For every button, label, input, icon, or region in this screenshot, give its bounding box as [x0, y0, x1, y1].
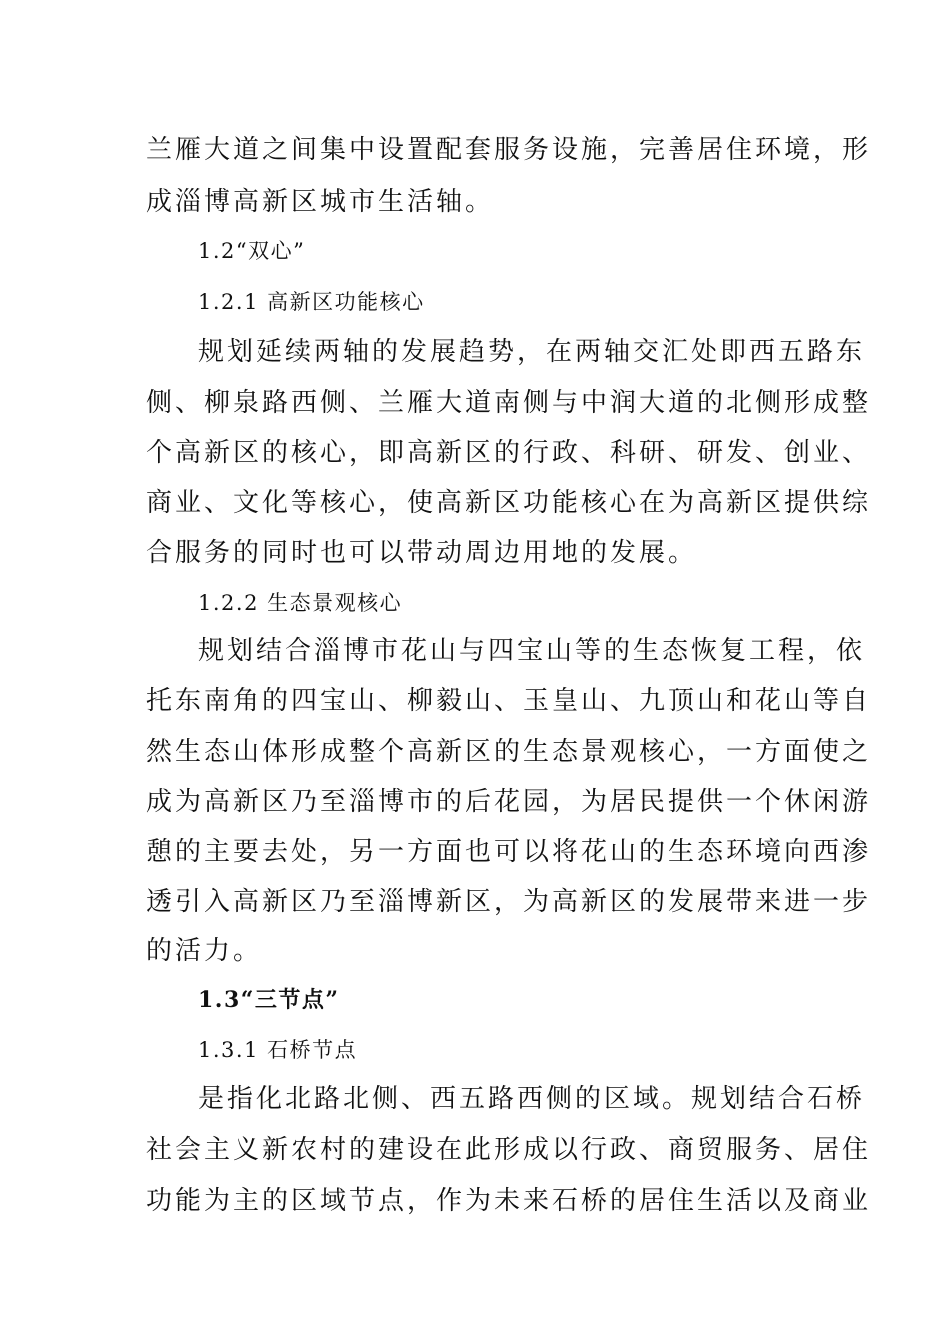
paragraph-line: 是指化北路北侧、西五路西侧的区域。规划结合石桥 — [198, 1084, 866, 1114]
section-heading: 1.3“三节点” — [198, 987, 340, 1013]
section-heading: 1.2“双心” — [198, 239, 306, 263]
subsection-heading: 1.2.2 生态景观核心 — [198, 591, 403, 615]
paragraph-line: 规划延续两轴的发展趋势，在两轴交汇处即西五路东 — [198, 337, 866, 367]
subsection-heading: 1.3.1 石桥节点 — [198, 1038, 358, 1062]
paragraph-line: 社会主义新农村的建设在此形成以行政、商贸服务、居住 — [146, 1135, 872, 1165]
paragraph-line: 透引入高新区乃至淄博新区，为高新区的发展带来进一步 — [146, 887, 872, 917]
paragraph-line: 功能为主的区域节点，作为未来石桥的居住生活以及商业 — [146, 1186, 872, 1216]
paragraph-line: 商业、文化等核心，使高新区功能核心在为高新区提供综 — [146, 488, 872, 518]
paragraph-line: 然生态山体形成整个高新区的生态景观核心，一方面使之 — [146, 737, 872, 767]
paragraph-line: 成为高新区乃至淄博市的后花园，为居民提供一个休闲游 — [146, 787, 872, 817]
subsection-heading: 1.2.1 高新区功能核心 — [198, 290, 425, 314]
paragraph-line: 兰雁大道之间集中设置配套服务设施，完善居住环境，形 — [146, 135, 872, 165]
paragraph-line: 个高新区的核心，即高新区的行政、科研、研发、创业、 — [146, 438, 872, 468]
paragraph-line: 的活力。 — [146, 936, 263, 966]
paragraph-line: 合服务的同时也可以带动周边用地的发展。 — [146, 538, 698, 568]
paragraph-line: 成淄博高新区城市生活轴。 — [146, 187, 495, 217]
paragraph-line: 侧、柳泉路西侧、兰雁大道南侧与中润大道的北侧形成整 — [146, 388, 872, 418]
paragraph-line: 规划结合淄博市花山与四宝山等的生态恢复工程，依 — [198, 636, 866, 666]
paragraph-line: 托东南角的四宝山、柳毅山、玉皇山、九顶山和花山等自 — [146, 686, 872, 716]
paragraph-line: 憩的主要去处，另一方面也可以将花山的生态环境向西渗 — [146, 837, 872, 867]
